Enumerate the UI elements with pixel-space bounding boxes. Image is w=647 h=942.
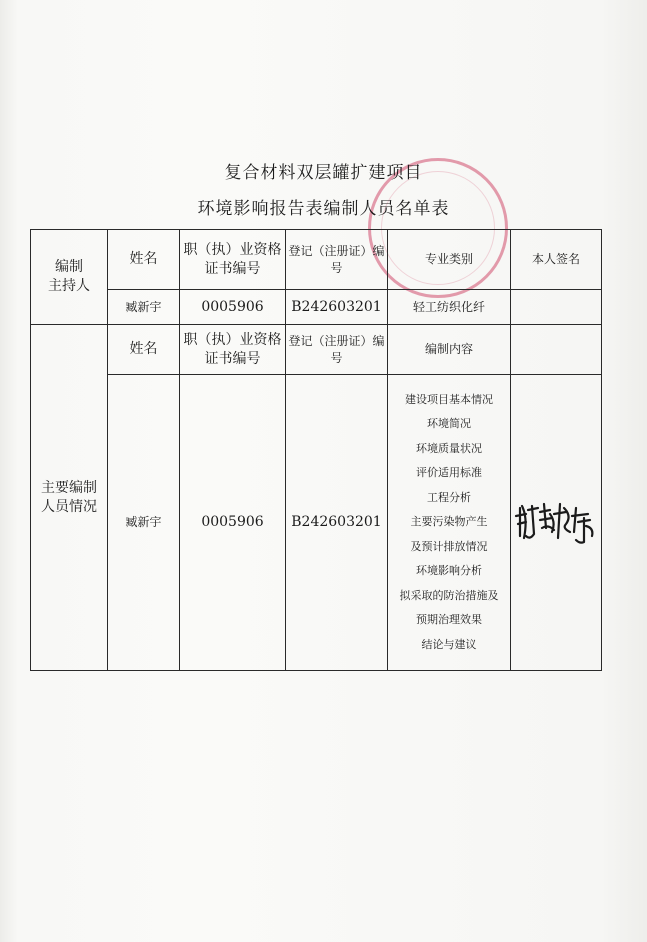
content-item: 环境简况 [427,417,471,431]
main-cert-no: 0005906 [180,375,286,671]
content-item: 预期治理效果 [416,613,482,627]
main-name: 臧新宇 [108,375,180,671]
main-header-content: 编制内容 [388,325,511,375]
main-header-cert-no: 职（执）业资格证书编号 [180,325,286,375]
host-header-reg-no: 登记（注册证）编号 [286,230,388,290]
host-header-name: 姓名 [108,230,180,290]
content-item: 拟采取的防治措施及 [399,588,499,602]
host-label-line1: 编制 [55,259,83,276]
content-item: 环境质量状况 [416,441,482,455]
host-header-cert-no: 职（执）业资格证书编号 [180,230,286,290]
content-item: 工程分析 [427,490,471,504]
content-item: 及预计排放情况 [410,539,488,553]
host-signature-cell [511,290,602,325]
main-header-reg-no: 登记（注册证）编号 [286,325,388,375]
main-signature-cell [511,375,602,671]
host-reg-no: B242603201 [286,290,388,325]
content-item: 建设项目基本情况 [405,392,493,406]
host-specialty: 轻工纺织化纤 [388,290,511,325]
main-label-line1: 主要编制 [41,479,97,496]
host-header-signature: 本人签名 [511,230,602,290]
main-label-line2: 人员情况 [41,498,97,515]
main-header-name: 姓名 [108,325,180,375]
personnel-table [30,229,602,671]
host-cert-no: 0005906 [180,290,286,325]
main-section-label [31,325,108,671]
host-header-specialty: 专业类别 [388,230,511,290]
content-item: 评价适用标准 [416,466,482,480]
host-name: 臧新宇 [108,290,180,325]
main-reg-no: B242603201 [286,375,388,671]
main-header-signature-blank [511,325,602,375]
content-item: 环境影响分析 [416,564,482,578]
main-content-list [388,375,511,671]
content-item: 结论与建议 [421,637,477,651]
content-item: 主要污染物产生 [410,515,488,529]
document-title-line1: 复合材料双层罐扩建项目 [224,163,423,183]
host-section-label [31,230,108,325]
document-title-line2: 环境影响报告表编制人员名单表 [197,199,450,219]
host-label-line2: 主持人 [48,278,90,294]
handwritten-signature [514,498,598,548]
